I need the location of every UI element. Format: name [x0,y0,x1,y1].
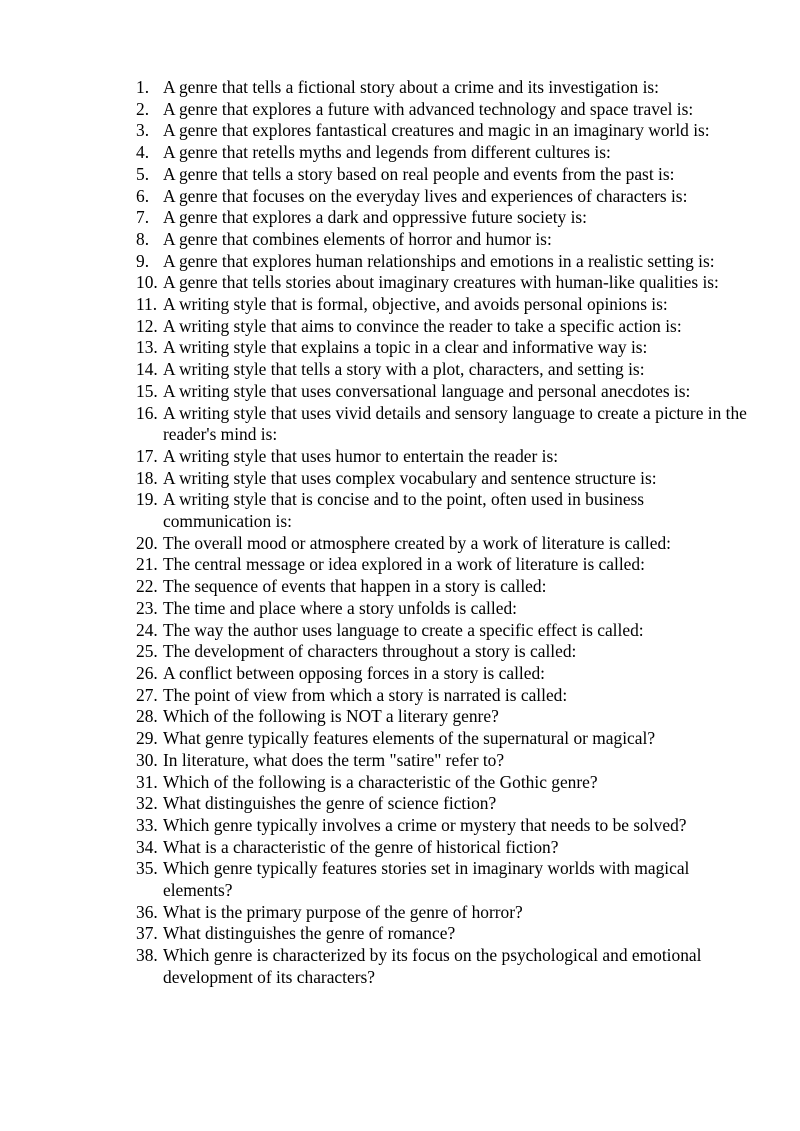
item-number: 32. [136,793,158,814]
list-item [136,359,748,381]
item-text: A genre that explores a dark and oppressive future society is: [163,207,588,228]
item-number: 23. [136,597,158,618]
list-item [136,858,748,901]
list-item [136,728,748,750]
item-text: A writing style that uses humor to entertain the reader is: [163,445,559,466]
item-number: 29. [136,728,158,749]
item-number: 4. [136,142,150,163]
item-text: A genre that combines elements of horror and humor is: [163,228,552,249]
list-item [136,837,748,859]
item-text: A genre that retells myths and legends from different cultures is: [163,142,611,163]
item-text: Which genre is characterized by its focus on the psychological and emotional development of its characters? [163,945,702,987]
item-text: A genre that explores fantastical creatures and magic in an imaginary world is: [163,120,710,141]
list-item [136,164,748,186]
item-number: 19. [136,489,158,510]
item-text: A writing style that is formal, objective, and avoids personal opinions is: [163,294,668,315]
item-number: 31. [136,771,158,792]
item-number: 38. [136,945,158,966]
item-number: 22. [136,576,158,597]
item-number: 18. [136,467,158,488]
item-number: 34. [136,836,158,857]
item-text: A genre that tells stories about imaginary creatures with human-like qualities is: [163,272,719,293]
item-text: Which genre typically features stories set in imaginary worlds with magical elements? [163,858,690,901]
item-text: A conflict between opposing forces in a story is called: [163,662,546,683]
list-item [136,337,748,359]
item-number: 33. [136,814,158,835]
item-text: A writing style that tells a story with a plot, characters, and setting is: [163,359,645,380]
item-number: 25. [136,641,158,662]
item-text: What genre typically features elements of the supernatural or magical? [163,728,656,749]
list-item [136,381,748,403]
item-number: 36. [136,901,158,922]
item-number: 6. [136,185,150,206]
item-number: 1. [136,77,150,97]
item-number: 13. [136,337,158,358]
list-item [136,576,748,598]
list-item [136,598,748,620]
list-item [136,641,748,663]
item-text: What distinguishes the genre of romance? [163,923,456,944]
item-number: 16. [136,402,158,423]
item-text: A writing style that aims to convince the reader to take a specific action is: [163,315,682,336]
item-text: What distinguishes the genre of science fiction? [163,793,497,814]
item-text: The sequence of events that happen in a story is called: [163,576,547,597]
item-text: A writing style that uses vivid details and sensory language to create a picture in the reader's mind is: [163,402,747,445]
list-item [136,272,748,294]
item-text: What is a characteristic of the genre of historical fiction? [163,836,559,857]
list-item [136,706,748,728]
item-number: 3. [136,120,150,141]
item-text: What is the primary purpose of the genre of horror? [163,901,523,922]
item-number: 37. [136,923,158,944]
item-number: 27. [136,684,158,705]
list-item [136,403,748,446]
item-text: The development of characters throughout a story is called: [163,641,577,662]
list-item [136,446,748,468]
item-text: A genre that explores a future with advanced technology and space travel is: [163,98,694,119]
item-number: 24. [136,619,158,640]
list-item [136,772,748,794]
item-text: Which of the following is a characteristic of the Gothic genre? [163,771,598,792]
item-number: 20. [136,532,158,553]
item-text: A genre that explores human relationships and emotions in a realistic setting is: [163,250,715,271]
list-item [136,945,748,988]
item-text: The overall mood or atmosphere created by a work of literature is called: [163,532,671,553]
item-number: 8. [136,228,150,249]
item-number: 2. [136,98,150,119]
list-item [136,750,748,772]
list-item [136,685,748,707]
list-item [136,186,748,208]
item-text: The way the author uses language to create a specific effect is called: [163,619,644,640]
item-number: 14. [136,359,158,380]
list-item [136,793,748,815]
item-text: A genre that tells a fictional story about a crime and its investigation is: [163,77,659,97]
item-text: Which genre typically involves a crime or mystery that needs to be solved? [163,814,687,835]
list-item [136,620,748,642]
item-number: 15. [136,380,158,401]
list-item [136,120,748,142]
item-text: In literature, what does the term "satire" refer to? [163,749,505,770]
list-item [136,251,748,273]
item-number: 35. [136,858,158,879]
item-number: 12. [136,315,158,336]
item-number: 17. [136,445,158,466]
list-item [136,229,748,251]
item-number: 10. [136,272,158,293]
list-item [136,815,748,837]
question-list [136,77,748,989]
list-item [136,468,748,490]
item-text: Which of the following is NOT a literary genre? [163,706,499,727]
list-item [136,77,748,99]
item-text: The central message or idea explored in a work of literature is called: [163,554,645,575]
item-number: 5. [136,163,150,184]
item-text: The point of view from which a story is narrated is called: [163,684,568,705]
list-item [136,554,748,576]
item-text: A writing style that is concise and to the point, often used in business communication is: [163,489,645,532]
list-item [136,902,748,924]
list-item [136,99,748,121]
item-text: A genre that tells a story based on real people and events from the past is: [163,163,675,184]
item-number: 21. [136,554,158,575]
item-text: A writing style that uses complex vocabulary and sentence structure is: [163,467,657,488]
item-number: 30. [136,749,158,770]
item-text: A writing style that uses conversational language and personal anecdotes is: [163,380,691,401]
list-item [136,533,748,555]
item-text: The time and place where a story unfolds is called: [163,597,517,618]
list-item [136,663,748,685]
list-item [136,489,748,532]
item-text: A writing style that explains a topic in a clear and informative way is: [163,337,648,358]
item-number: 7. [136,207,150,228]
list-item [136,923,748,945]
item-number: 28. [136,706,158,727]
item-number: 9. [136,250,150,271]
list-item [136,142,748,164]
item-text: A genre that focuses on the everyday lives and experiences of characters is: [163,185,688,206]
list-item [136,316,748,338]
list-item [136,294,748,316]
list-item [136,207,748,229]
item-number: 26. [136,662,158,683]
item-number: 11. [136,294,158,315]
